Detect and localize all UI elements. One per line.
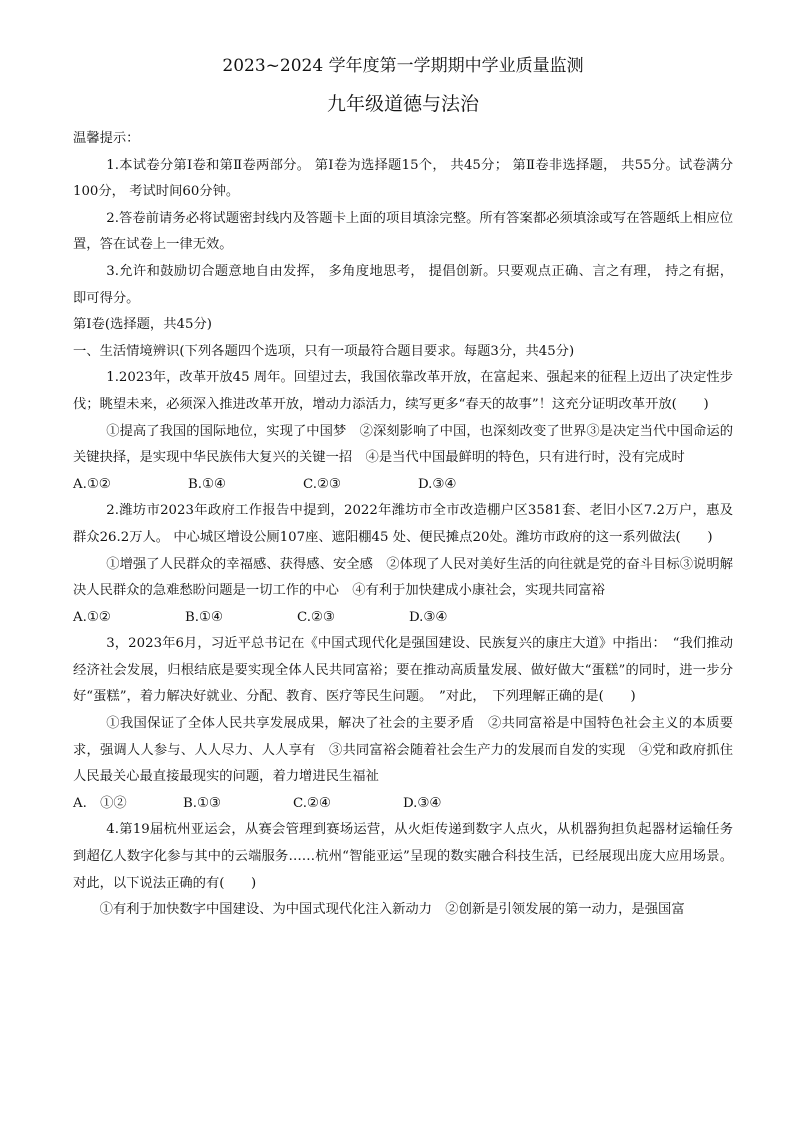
- option-a: A. ①②: [73, 795, 127, 811]
- question-3-options: [73, 791, 733, 818]
- question-1-options: [73, 472, 733, 499]
- option-a: A.①②: [73, 609, 111, 625]
- option-c: C.②③: [303, 476, 341, 492]
- question-3-stem: 3，2023年6月，习近平总书记在《中国式现代化是强国建设、民族复兴的康庄大道》中指出： “我们推动经济社会发展，归根结底是要实现全体人民共同富裕；要在推动高质量发展、做好做大“蛋糕”的同时，进一步分好“蛋糕”，着力解决好就业、分配、教育、医疗等民生问题。 ”对此， 下列理解正确的是( ): [73, 636, 733, 705]
- question-1-statements: ①提高了我国的国际地位，实现了中国梦 ②深刻影响了中国，也深刻改变了世界③是决定当代中国命运的关键抉择，是实现中华民族伟大复兴的关键一招 ④是当代中国最鲜明的特色，只有进行时，没有完成时: [73, 423, 733, 466]
- option-d: D.③④: [403, 795, 442, 811]
- option-d: D.③④: [409, 609, 448, 625]
- tips-heading: 温馨提示：: [73, 131, 140, 146]
- question-2-stem: 2.潍坊市2023年政府工作报告中提到，2022年潍坊市全市改造棚户区3581套、老旧小区7.2万户，惠及群众26.2万人。 中心城区增设公厕107座、遮阳棚45 处、便民摊点20处。潍坊市政府的这一系列做法( ): [73, 503, 733, 545]
- option-c: C.②④: [293, 795, 331, 811]
- question-4-statements: ①有利于加快数字中国建设、为中国式现代化注入新动力 ②创新是引领发展的第一动力，是强国富: [99, 902, 685, 918]
- question-1-stem: 1.2023年，改革开放45 周年。回望过去，我国依靠改革开放，在富起来、强起来的征程上迈出了决定性步伐；眺望未来，必须深入推进改革开放，增动力添活力，续写更多“春天的故事”！这充分证明改革开放( ): [73, 370, 733, 412]
- exam-subject: 九年级道德与法治: [326, 93, 479, 115]
- option-b: B.①④: [185, 609, 223, 625]
- option-c: C.②③: [297, 609, 335, 625]
- part1-heading: 第Ⅰ卷(选择题，共45分): [73, 317, 212, 333]
- question-2-options: [73, 605, 733, 632]
- exam-title: 2023~2024 学年度第一学期期中学业质量监测: [222, 56, 584, 76]
- question-4-stem: 4.第19届杭州亚运会，从赛会管理到赛场运营，从火炬传递到数字人点火，从机器狗担负起器材运输任务到超亿人数字化参与其中的云端服务……杭州“智能亚运”呈现的数实融合科技生活，已经展现出庞大应用场景。对此，以下说法正确的有( ): [73, 822, 733, 891]
- tip-item-3: 3.允许和鼓励切合题意地自由发挥， 多角度地思考， 提倡创新。只要观点正确、言之有理， 持之有据， 即可得分。: [73, 263, 733, 306]
- question-2-statements: ①增强了人民群众的幸福感、获得感、安全感 ②体现了人民对美好生活的向往就是党的奋斗目标③说明解决人民群众的急难愁盼问题是一切工作的中心 ④有利于加快建成小康社会，实现共同富裕: [73, 556, 733, 599]
- tip-item-2: 2.答卷前请务必将试题密封线内及答题卡上面的项目填涂完整。所有答案都必须填涂或写在答题纸上相应位置，答在试卷上一律无效。: [73, 210, 733, 253]
- section-heading: 一、生活情境辨识(下列各题四个选项，只有一项最符合题目要求。每题3分，共45分): [73, 343, 575, 359]
- option-d: D.③④: [418, 476, 457, 492]
- tip-item-1: 1.本试卷分第Ⅰ卷和第Ⅱ卷两部分。 第Ⅰ卷为选择题15个， 共45分； 第Ⅱ卷非选择题， 共55分。试卷满分100分， 考试时间60分钟。: [73, 157, 733, 200]
- option-b: B.①③: [183, 795, 221, 811]
- question-3-statements: ①我国保证了全体人民共享发展成果，解决了社会的主要矛盾 ②共同富裕是中国特色社会主义的本质要求，强调人人参与、人人尽力、人人享有 ③共同富裕会随着社会生产力的发展而自发的实现 ④党和政府抓住人民最关心最直接最现实的问题，着力增进民生福祉: [73, 716, 733, 785]
- option-a: A.①②: [73, 476, 111, 492]
- option-b: B.①④: [188, 476, 226, 492]
